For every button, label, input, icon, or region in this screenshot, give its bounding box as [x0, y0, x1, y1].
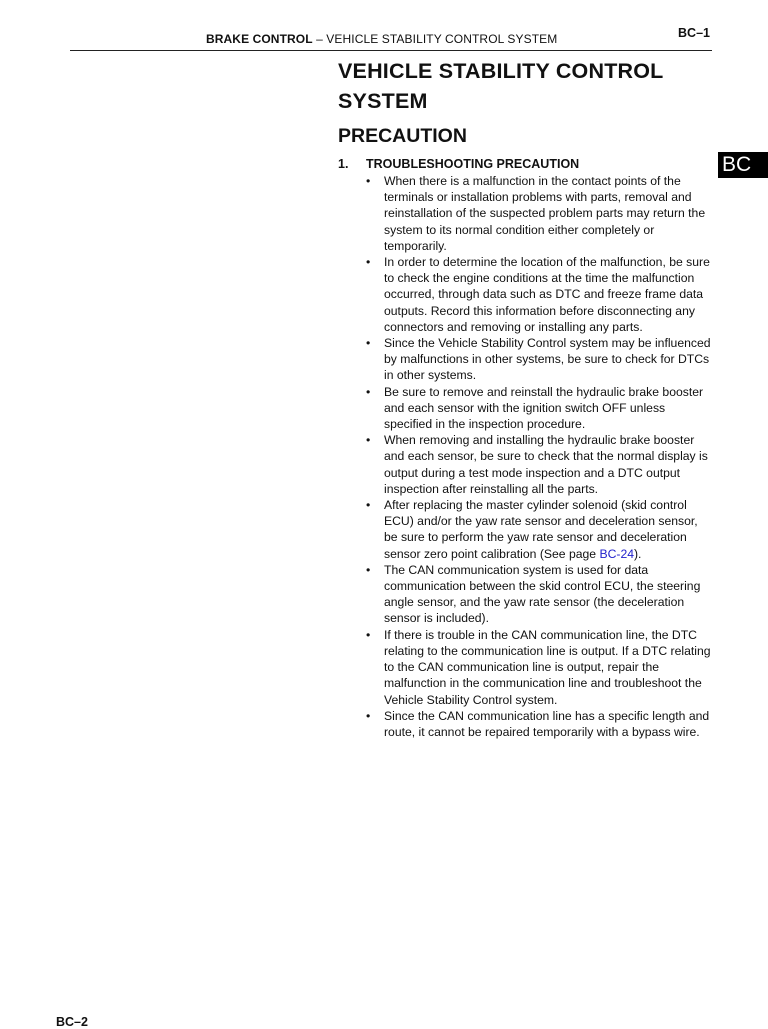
step-label: TROUBLESHOOTING PRECAUTION [366, 157, 580, 171]
precaution-list [366, 173, 712, 740]
bullet-icon: • [366, 336, 371, 351]
header-title [206, 32, 557, 46]
list-item [366, 432, 712, 497]
bullet-icon: • [366, 174, 371, 188]
list-item [366, 497, 712, 562]
list-item-text: Since the CAN communication line has a specific length and route, it cannot be repaired temporarily with a bypass wire. [384, 708, 710, 739]
section-tab: BC [718, 152, 768, 178]
page-header [70, 26, 712, 51]
bullet-icon: • [366, 498, 371, 513]
footer-page-number: BC–2 [56, 1015, 88, 1029]
list-item-text: The CAN communication system is used for data communication between the skid control ECU, the steering angle sensor, and the yaw rate sensor (the deceleration sensor is included). [384, 562, 701, 626]
step-number: 1. [338, 157, 349, 171]
header-dash: – [316, 32, 323, 46]
bullet-icon: • [366, 384, 371, 399]
list-item [366, 335, 712, 384]
list-item [366, 708, 712, 740]
section-heading: PRECAUTION [338, 125, 467, 147]
step-heading [338, 157, 579, 171]
list-item-text: When removing and installing the hydraulic brake booster and each sensor, be sure to check that the normal display is output during a test mode inspection and a DTC output inspection after reinstalling all the parts. [384, 433, 708, 496]
list-item [366, 562, 712, 627]
bullet-icon: • [366, 627, 371, 642]
list-item-text: Be sure to remove and reinstall the hydraulic brake booster and each sensor with the ignition switch OFF unless specified in the inspection procedure. [384, 384, 704, 432]
header-subsection: VEHICLE STABILITY CONTROL SYSTEM [326, 32, 558, 46]
page-title: VEHICLE STABILITY CONTROL SYSTEM [338, 59, 664, 113]
bullet-icon: • [366, 562, 371, 577]
list-item [366, 173, 712, 254]
bullet-icon: • [366, 433, 371, 448]
list-item-text: After replacing the master cylinder solenoid (skid control ECU) and/or the yaw rate sensor and deceleration sensor, be sure to perform the yaw rate sensor and deceleration sensor zero point calibration (See page [384, 498, 698, 561]
list-item-text: In order to determine the location of the malfunction, be sure to check the engine conditions at the time the malfunction occurred, through data such as DTC and freeze frame data outputs. Record this information before disconnecting any connectors and removing or installing any parts. [384, 255, 710, 334]
page-reference-link[interactable]: BC-24 [599, 546, 634, 561]
header-section: BRAKE CONTROL [206, 32, 313, 46]
list-item-text: If there is trouble in the CAN communication line, the DTC relating to the communication line is output. If a DTC relating to the CAN communication line is output, repair the malfunction in the communication line and troubleshoot the Vehicle Stability Control system. [384, 627, 711, 707]
list-item [366, 254, 712, 335]
list-item-text: When there is a malfunction in the contact points of the terminals or installation problems with parts, removal and reinstallation of the suspected problem parts may return the system to its normal condition either completely or temporarily. [384, 174, 706, 253]
list-item-text: Since the Vehicle Stability Control system may be influenced by malfunctions in other systems, be sure to check for DTCs in other systems. [384, 336, 711, 383]
bullet-icon: • [366, 708, 371, 723]
bullet-icon: • [366, 255, 371, 270]
list-item-text-end: ). [634, 546, 642, 561]
header-page-number: BC–1 [678, 26, 710, 40]
list-item [366, 627, 712, 708]
list-item [366, 384, 712, 433]
